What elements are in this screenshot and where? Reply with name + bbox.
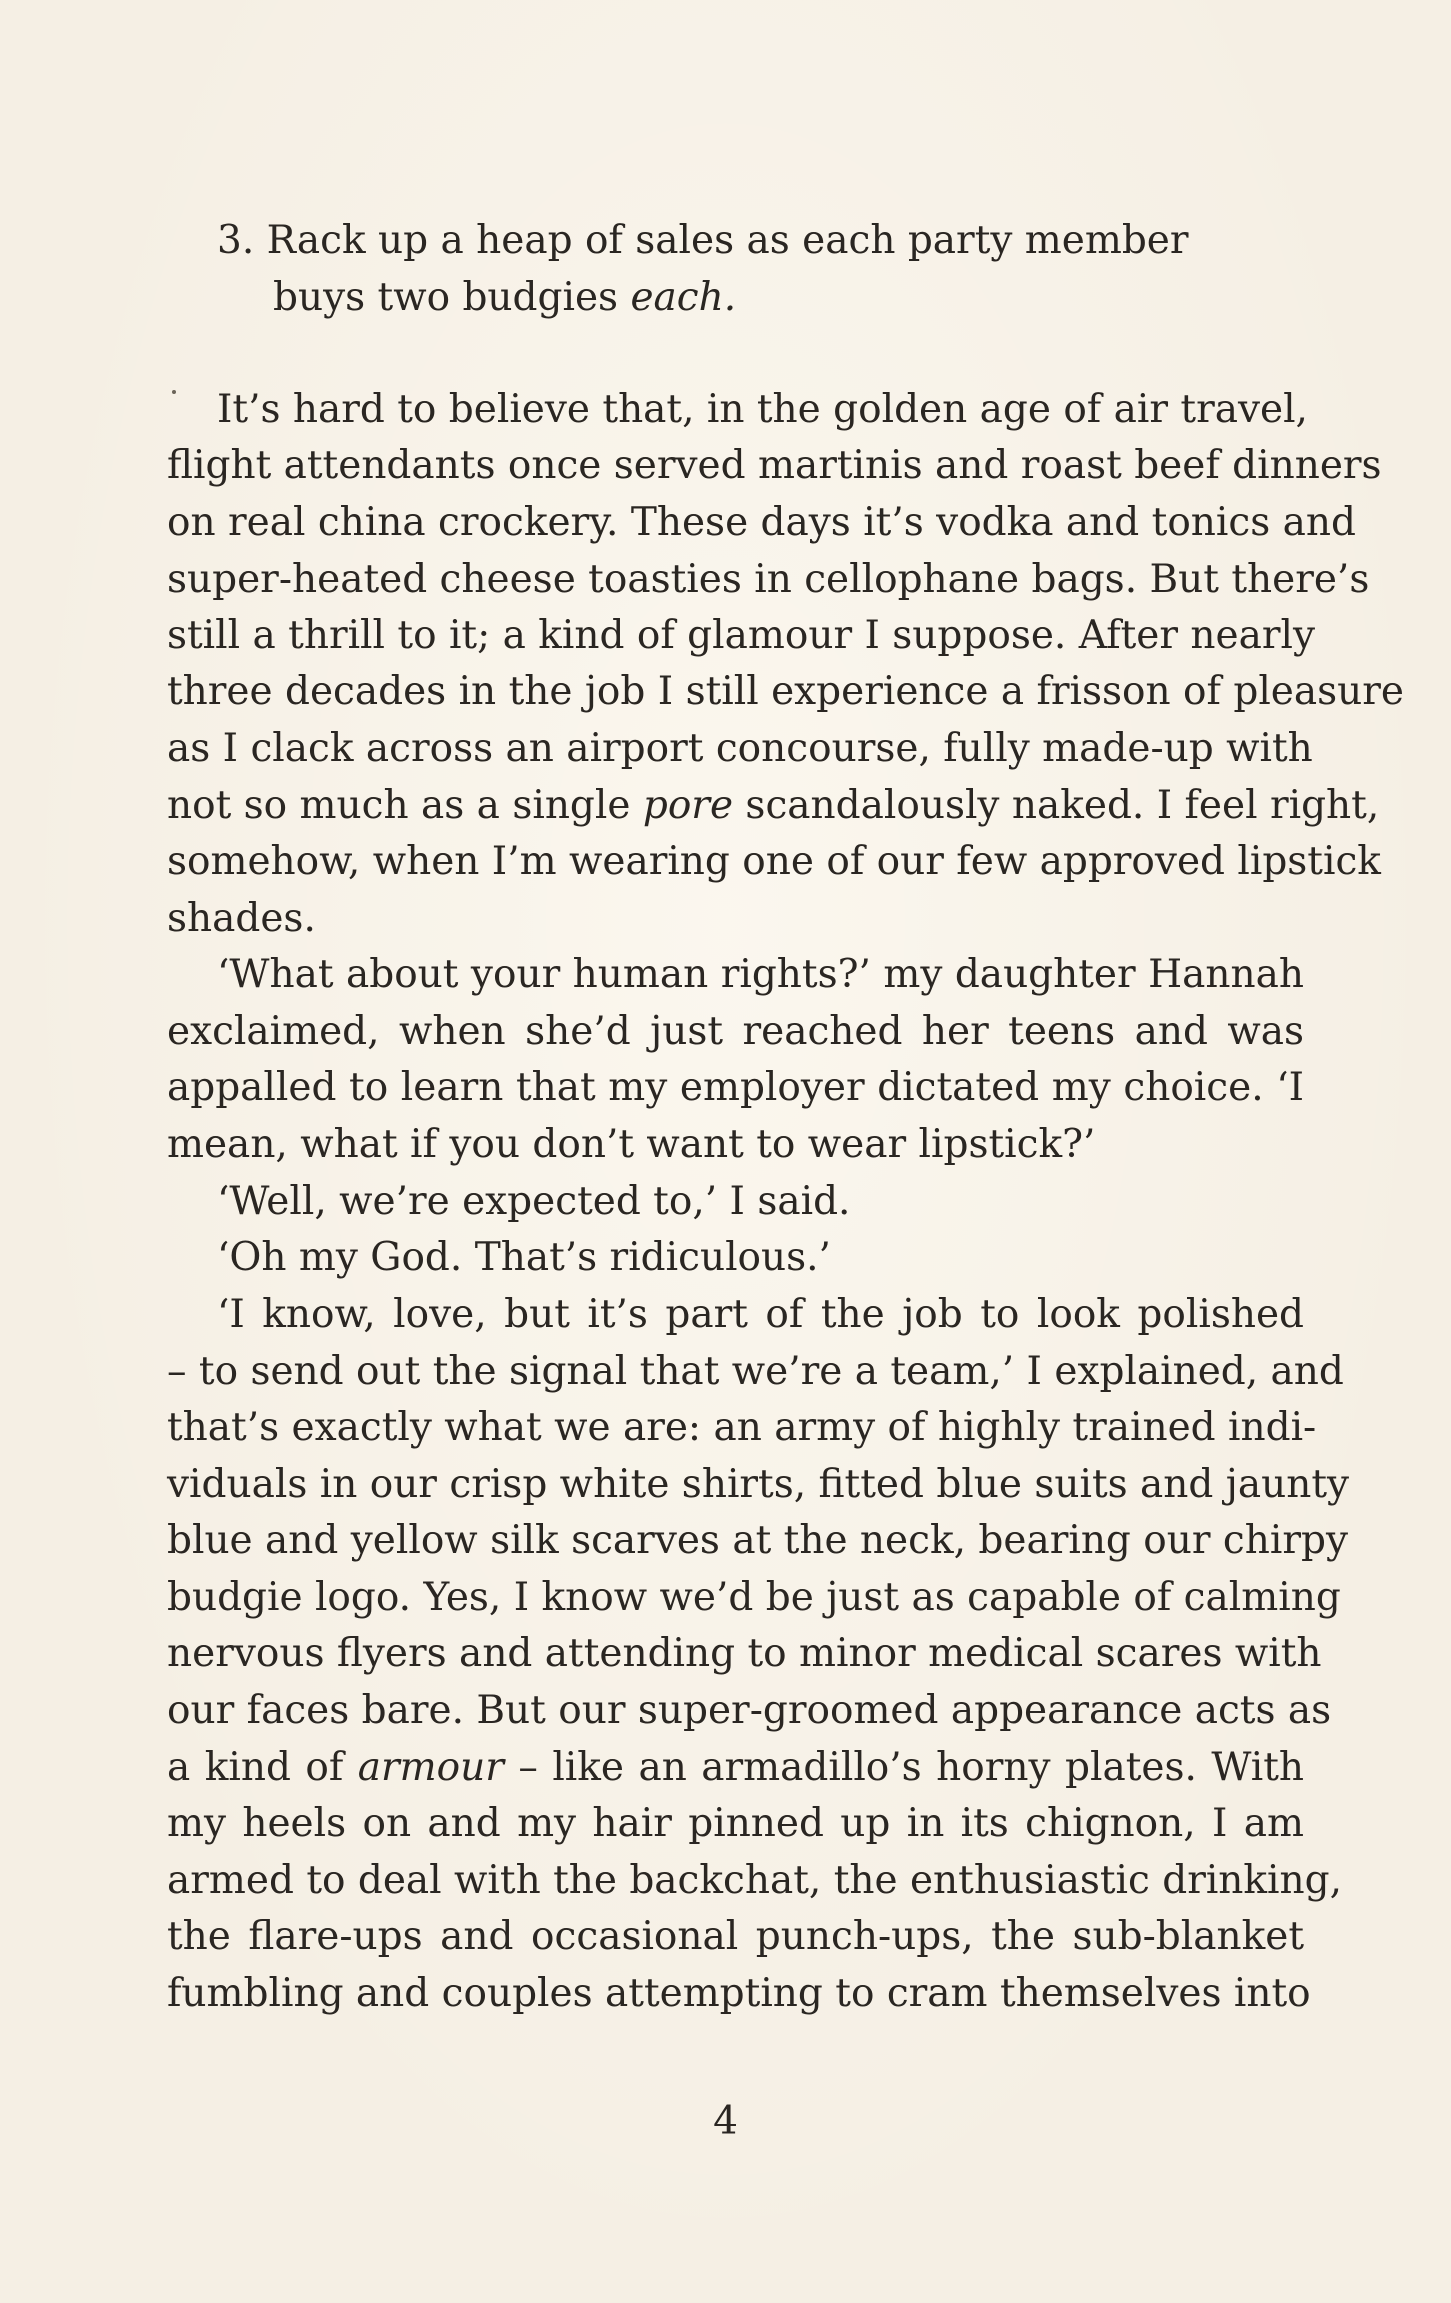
paragraph-1-line: somehow, when I’m wearing one of our few approved lipstick xyxy=(167,839,1381,884)
paragraph-1-line: not so much as a single pore scandalously naked. I feel right, xyxy=(167,783,1380,828)
paragraph-4-line: ‘Oh my God. That’s ridiculous.’ xyxy=(217,1235,831,1280)
paragraph-5-line: blue and yellow silk scarves at the neck, bearing our chirpy xyxy=(167,1518,1349,1563)
paragraph-5-line: – to send out the signal that we’re a team,’ I explained, and xyxy=(167,1349,1344,1394)
paragraph-5-line: my heels on and my hair pinned up in its chignon, I am xyxy=(167,1801,1304,1846)
list-item-text: Rack up a heap of sales as each party member xyxy=(266,218,1189,263)
paragraph-5-line: a kind of armour – like an armadillo’s horny plates. With xyxy=(167,1745,1305,1790)
paragraph-5-line: armed to deal with the backchat, the enthusiastic drinking, xyxy=(167,1858,1343,1903)
page-number: 4 xyxy=(713,2099,738,2144)
paragraph-1-line: super-heated cheese toasties in cellophane bags. But there’s xyxy=(167,557,1370,602)
paragraph-1-line: as I clack across an airport concourse, fully made-up with xyxy=(167,726,1313,771)
paragraph-5-line: nervous flyers and attending to minor medical scares with xyxy=(167,1631,1322,1676)
paragraph-1-line: three decades in the job I still experience a frisson of pleasure xyxy=(167,669,1404,714)
paragraph-5-line: viduals in our crisp white shirts, fitted blue suits and jaunty xyxy=(167,1462,1350,1507)
paragraph-1-line: still a thrill to it; a kind of glamour I suppose. After nearly xyxy=(167,613,1316,658)
paragraph-5-line: ‘I know, love, but it’s part of the job to look polished xyxy=(217,1292,1304,1337)
paragraph-1-line: flight attendants once served martinis and roast beef dinners xyxy=(167,443,1382,488)
list-item-emphasis: each. xyxy=(630,275,737,320)
paragraph-5-line: budgie logo. Yes, I know we’d be just as capable of calming xyxy=(167,1575,1341,1620)
paragraph-2-line: mean, what if you don’t want to wear lipstick?’ xyxy=(167,1122,1096,1167)
list-item-line-2: buys two budgies each. xyxy=(273,275,737,320)
paragraph-2-line: appalled to learn that my employer dictated my choice. ‘I xyxy=(167,1065,1304,1110)
print-speck xyxy=(172,390,176,394)
paragraph-5-line: our faces bare. But our super-groomed appearance acts as xyxy=(167,1688,1332,1733)
list-item-line-1 xyxy=(217,213,1189,269)
emphasis-word: pore xyxy=(642,783,734,828)
paragraph-2-line: exclaimed, when she’d just reached her teens and was xyxy=(167,1009,1304,1054)
paragraph-5-line: fumbling and couples attempting to cram themselves into xyxy=(167,1971,1311,2016)
paragraph-2-line: ‘What about your human rights?’ my daughter Hannah xyxy=(217,952,1304,997)
paragraph-1-line: shades. xyxy=(167,896,316,941)
list-item-number: 3. xyxy=(217,218,255,263)
paragraph-1-line: on real china crockery. These days it’s vodka and tonics and xyxy=(167,500,1356,545)
paragraph-3-line: ‘Well, we’re expected to,’ I said. xyxy=(217,1179,851,1224)
emphasis-word: armour xyxy=(357,1745,504,1790)
paragraph-5-line: that’s exactly what we are: an army of highly trained indi- xyxy=(167,1405,1317,1450)
paragraph-5-line: the flare-ups and occasional punch-ups, the sub-blanket xyxy=(167,1914,1304,1959)
paragraph-1-line: It’s hard to believe that, in the golden age of air travel, xyxy=(217,387,1308,432)
